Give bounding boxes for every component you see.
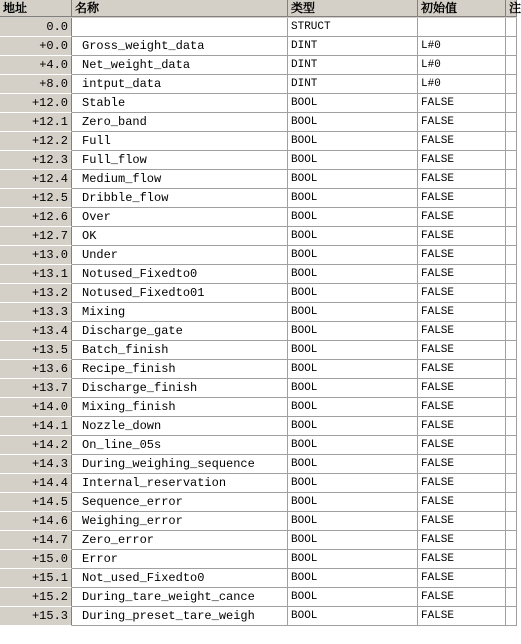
- name-cell[interactable]: Sequence_error: [72, 493, 288, 512]
- name-cell[interactable]: OK: [72, 227, 288, 246]
- address-cell[interactable]: +15.1: [0, 569, 72, 588]
- type-cell[interactable]: DINT: [288, 75, 418, 94]
- type-cell[interactable]: DINT: [288, 37, 418, 56]
- comment-cell[interactable]: [506, 151, 517, 170]
- comment-cell[interactable]: [506, 588, 517, 607]
- table-row[interactable]: [0, 132, 517, 151]
- comment-cell[interactable]: [506, 512, 517, 531]
- table-row[interactable]: [0, 75, 517, 94]
- type-cell[interactable]: DINT: [288, 56, 418, 75]
- initial-value-cell[interactable]: FALSE: [418, 208, 506, 227]
- initial-value-cell[interactable]: FALSE: [418, 94, 506, 113]
- name-cell[interactable]: intput_data: [72, 75, 288, 94]
- type-cell[interactable]: BOOL: [288, 265, 418, 284]
- table-row[interactable]: [0, 322, 517, 341]
- initial-value-cell[interactable]: FALSE: [418, 607, 506, 626]
- address-cell[interactable]: +14.6: [0, 512, 72, 531]
- comment-cell[interactable]: [506, 322, 517, 341]
- address-cell[interactable]: +12.7: [0, 227, 72, 246]
- type-cell[interactable]: BOOL: [288, 113, 418, 132]
- table-row[interactable]: [0, 189, 517, 208]
- comment-cell[interactable]: [506, 18, 517, 37]
- comment-cell[interactable]: [506, 607, 517, 626]
- comment-cell[interactable]: [506, 227, 517, 246]
- name-cell[interactable]: Internal_reservation: [72, 474, 288, 493]
- address-cell[interactable]: +14.5: [0, 493, 72, 512]
- initial-value-cell[interactable]: FALSE: [418, 227, 506, 246]
- address-cell[interactable]: +14.0: [0, 398, 72, 417]
- table-row[interactable]: [0, 455, 517, 474]
- type-cell[interactable]: BOOL: [288, 607, 418, 626]
- initial-value-cell[interactable]: FALSE: [418, 379, 506, 398]
- address-cell[interactable]: +12.1: [0, 113, 72, 132]
- address-cell[interactable]: +13.3: [0, 303, 72, 322]
- type-cell[interactable]: BOOL: [288, 94, 418, 113]
- initial-value-cell[interactable]: FALSE: [418, 550, 506, 569]
- initial-value-cell[interactable]: FALSE: [418, 132, 506, 151]
- table-row[interactable]: [0, 37, 517, 56]
- address-cell[interactable]: +13.4: [0, 322, 72, 341]
- table-body: [0, 18, 517, 626]
- column-header-name[interactable]: 名称: [72, 0, 288, 17]
- table-row[interactable]: [0, 436, 517, 455]
- name-cell[interactable]: Discharge_gate: [72, 322, 288, 341]
- name-cell[interactable]: Zero_band: [72, 113, 288, 132]
- comment-cell[interactable]: [506, 550, 517, 569]
- initial-value-cell[interactable]: FALSE: [418, 284, 506, 303]
- comment-cell[interactable]: [506, 303, 517, 322]
- table-row[interactable]: [0, 94, 517, 113]
- comment-cell[interactable]: [506, 474, 517, 493]
- initial-value-cell[interactable]: FALSE: [418, 303, 506, 322]
- initial-value-cell[interactable]: FALSE: [418, 265, 506, 284]
- comment-cell[interactable]: [506, 37, 517, 56]
- name-cell[interactable]: Batch_finish: [72, 341, 288, 360]
- type-cell[interactable]: BOOL: [288, 512, 418, 531]
- table-row[interactable]: [0, 588, 517, 607]
- table-row[interactable]: [0, 569, 517, 588]
- comment-cell[interactable]: [506, 436, 517, 455]
- address-cell[interactable]: +12.4: [0, 170, 72, 189]
- table-row[interactable]: [0, 208, 517, 227]
- type-cell[interactable]: BOOL: [288, 151, 418, 170]
- name-cell[interactable]: Zero_error: [72, 531, 288, 550]
- table-row[interactable]: [0, 56, 517, 75]
- name-cell[interactable]: During_preset_tare_weigh: [72, 607, 288, 626]
- table-row[interactable]: [0, 151, 517, 170]
- address-cell[interactable]: +14.3: [0, 455, 72, 474]
- initial-value-cell[interactable]: FALSE: [418, 151, 506, 170]
- comment-cell[interactable]: [506, 493, 517, 512]
- name-cell[interactable]: Mixing_finish: [72, 398, 288, 417]
- name-cell[interactable]: Full: [72, 132, 288, 151]
- table-row[interactable]: [0, 360, 517, 379]
- name-cell[interactable]: On_line_05s: [72, 436, 288, 455]
- type-cell[interactable]: BOOL: [288, 550, 418, 569]
- initial-value-cell[interactable]: FALSE: [418, 588, 506, 607]
- comment-cell[interactable]: [506, 417, 517, 436]
- address-cell[interactable]: +15.2: [0, 588, 72, 607]
- type-cell[interactable]: BOOL: [288, 284, 418, 303]
- address-cell[interactable]: +12.5: [0, 189, 72, 208]
- name-cell[interactable]: Not_used_Fixedto0: [72, 569, 288, 588]
- table-row[interactable]: [0, 474, 517, 493]
- initial-value-cell[interactable]: [418, 18, 506, 37]
- initial-value-cell[interactable]: L#0: [418, 37, 506, 56]
- table-row[interactable]: [0, 284, 517, 303]
- comment-cell[interactable]: [506, 569, 517, 588]
- name-cell[interactable]: Weighing_error: [72, 512, 288, 531]
- name-cell[interactable]: Notused_Fixedto0: [72, 265, 288, 284]
- initial-value-cell[interactable]: FALSE: [418, 360, 506, 379]
- initial-value-cell[interactable]: FALSE: [418, 189, 506, 208]
- type-cell[interactable]: BOOL: [288, 531, 418, 550]
- table-row[interactable]: [0, 303, 517, 322]
- address-cell[interactable]: +8.0: [0, 75, 72, 94]
- address-cell[interactable]: +13.7: [0, 379, 72, 398]
- comment-cell[interactable]: [506, 113, 517, 132]
- comment-cell[interactable]: [506, 265, 517, 284]
- address-cell[interactable]: 0.0: [0, 18, 72, 37]
- comment-cell[interactable]: [506, 189, 517, 208]
- name-cell[interactable]: During_tare_weight_cance: [72, 588, 288, 607]
- address-cell[interactable]: +12.2: [0, 132, 72, 151]
- table-row[interactable]: [0, 341, 517, 360]
- type-cell[interactable]: BOOL: [288, 246, 418, 265]
- initial-value-cell[interactable]: L#0: [418, 56, 506, 75]
- address-cell[interactable]: +13.2: [0, 284, 72, 303]
- type-cell[interactable]: BOOL: [288, 474, 418, 493]
- initial-value-cell[interactable]: FALSE: [418, 531, 506, 550]
- comment-cell[interactable]: [506, 284, 517, 303]
- type-cell[interactable]: BOOL: [288, 303, 418, 322]
- type-cell[interactable]: BOOL: [288, 417, 418, 436]
- name-cell[interactable]: [72, 18, 288, 37]
- table-row[interactable]: [0, 113, 517, 132]
- address-cell[interactable]: +14.4: [0, 474, 72, 493]
- type-cell[interactable]: BOOL: [288, 455, 418, 474]
- table-row[interactable]: [0, 18, 517, 37]
- address-cell[interactable]: +0.0: [0, 37, 72, 56]
- comment-cell[interactable]: [506, 398, 517, 417]
- comment-cell[interactable]: [506, 56, 517, 75]
- initial-value-cell[interactable]: FALSE: [418, 417, 506, 436]
- address-cell[interactable]: +15.3: [0, 607, 72, 626]
- type-cell[interactable]: BOOL: [288, 569, 418, 588]
- initial-value-cell[interactable]: FALSE: [418, 322, 506, 341]
- name-cell[interactable]: Mixing: [72, 303, 288, 322]
- initial-value-cell[interactable]: FALSE: [418, 398, 506, 417]
- comment-cell[interactable]: [506, 531, 517, 550]
- initial-value-cell[interactable]: FALSE: [418, 113, 506, 132]
- type-cell[interactable]: BOOL: [288, 588, 418, 607]
- column-header-initial-value[interactable]: 初始值: [418, 0, 506, 17]
- initial-value-cell[interactable]: FALSE: [418, 436, 506, 455]
- initial-value-cell[interactable]: L#0: [418, 75, 506, 94]
- type-cell[interactable]: BOOL: [288, 436, 418, 455]
- comment-cell[interactable]: [506, 455, 517, 474]
- name-cell[interactable]: Under: [72, 246, 288, 265]
- type-cell[interactable]: BOOL: [288, 398, 418, 417]
- comment-cell[interactable]: [506, 246, 517, 265]
- table-row[interactable]: [0, 550, 517, 569]
- table-row[interactable]: [0, 170, 517, 189]
- initial-value-cell[interactable]: FALSE: [418, 474, 506, 493]
- address-cell[interactable]: +4.0: [0, 56, 72, 75]
- table-row[interactable]: [0, 246, 517, 265]
- name-cell[interactable]: Discharge_finish: [72, 379, 288, 398]
- initial-value-cell[interactable]: FALSE: [418, 569, 506, 588]
- name-cell[interactable]: Notused_Fixedto01: [72, 284, 288, 303]
- type-cell[interactable]: BOOL: [288, 227, 418, 246]
- name-cell[interactable]: During_weighing_sequence: [72, 455, 288, 474]
- type-cell[interactable]: BOOL: [288, 493, 418, 512]
- name-cell[interactable]: Recipe_finish: [72, 360, 288, 379]
- address-cell[interactable]: +13.5: [0, 341, 72, 360]
- address-cell[interactable]: +14.2: [0, 436, 72, 455]
- comment-cell[interactable]: [506, 379, 517, 398]
- address-cell[interactable]: +13.6: [0, 360, 72, 379]
- table-row[interactable]: [0, 398, 517, 417]
- comment-cell[interactable]: [506, 360, 517, 379]
- table-row[interactable]: [0, 493, 517, 512]
- type-cell[interactable]: BOOL: [288, 360, 418, 379]
- name-cell[interactable]: Stable: [72, 94, 288, 113]
- type-cell[interactable]: BOOL: [288, 322, 418, 341]
- comment-cell[interactable]: [506, 341, 517, 360]
- initial-value-cell[interactable]: FALSE: [418, 170, 506, 189]
- address-cell[interactable]: +12.6: [0, 208, 72, 227]
- address-cell[interactable]: +14.7: [0, 531, 72, 550]
- type-cell[interactable]: BOOL: [288, 189, 418, 208]
- type-cell[interactable]: BOOL: [288, 379, 418, 398]
- initial-value-cell[interactable]: FALSE: [418, 455, 506, 474]
- type-cell[interactable]: BOOL: [288, 170, 418, 189]
- column-header-comment[interactable]: 注: [506, 0, 517, 17]
- comment-cell[interactable]: [506, 94, 517, 113]
- table-row[interactable]: [0, 417, 517, 436]
- comment-cell[interactable]: [506, 75, 517, 94]
- table-header: [0, 0, 521, 18]
- table-row[interactable]: [0, 265, 517, 284]
- comment-cell[interactable]: [506, 132, 517, 151]
- table-row[interactable]: [0, 227, 517, 246]
- initial-value-cell[interactable]: FALSE: [418, 493, 506, 512]
- table-row[interactable]: [0, 531, 517, 550]
- initial-value-cell[interactable]: FALSE: [418, 341, 506, 360]
- address-cell[interactable]: +12.3: [0, 151, 72, 170]
- table-row[interactable]: [0, 379, 517, 398]
- initial-value-cell[interactable]: FALSE: [418, 512, 506, 531]
- address-cell[interactable]: +13.0: [0, 246, 72, 265]
- address-cell[interactable]: +15.0: [0, 550, 72, 569]
- table-row[interactable]: [0, 607, 517, 626]
- name-cell[interactable]: Medium_flow: [72, 170, 288, 189]
- address-cell[interactable]: +14.1: [0, 417, 72, 436]
- name-cell[interactable]: Error: [72, 550, 288, 569]
- address-cell[interactable]: +13.1: [0, 265, 72, 284]
- name-cell[interactable]: Over: [72, 208, 288, 227]
- column-header-address[interactable]: 地址: [0, 0, 72, 17]
- type-cell[interactable]: BOOL: [288, 208, 418, 227]
- initial-value-cell[interactable]: FALSE: [418, 246, 506, 265]
- type-cell[interactable]: STRUCT: [288, 18, 418, 37]
- comment-cell[interactable]: [506, 208, 517, 227]
- name-cell[interactable]: Full_flow: [72, 151, 288, 170]
- type-cell[interactable]: BOOL: [288, 341, 418, 360]
- name-cell[interactable]: Nozzle_down: [72, 417, 288, 436]
- name-cell[interactable]: Gross_weight_data: [72, 37, 288, 56]
- name-cell[interactable]: Dribble_flow: [72, 189, 288, 208]
- table-row[interactable]: [0, 512, 517, 531]
- address-cell[interactable]: +12.0: [0, 94, 72, 113]
- name-cell[interactable]: Net_weight_data: [72, 56, 288, 75]
- comment-cell[interactable]: [506, 170, 517, 189]
- column-header-type[interactable]: 类型: [288, 0, 418, 17]
- type-cell[interactable]: BOOL: [288, 132, 418, 151]
